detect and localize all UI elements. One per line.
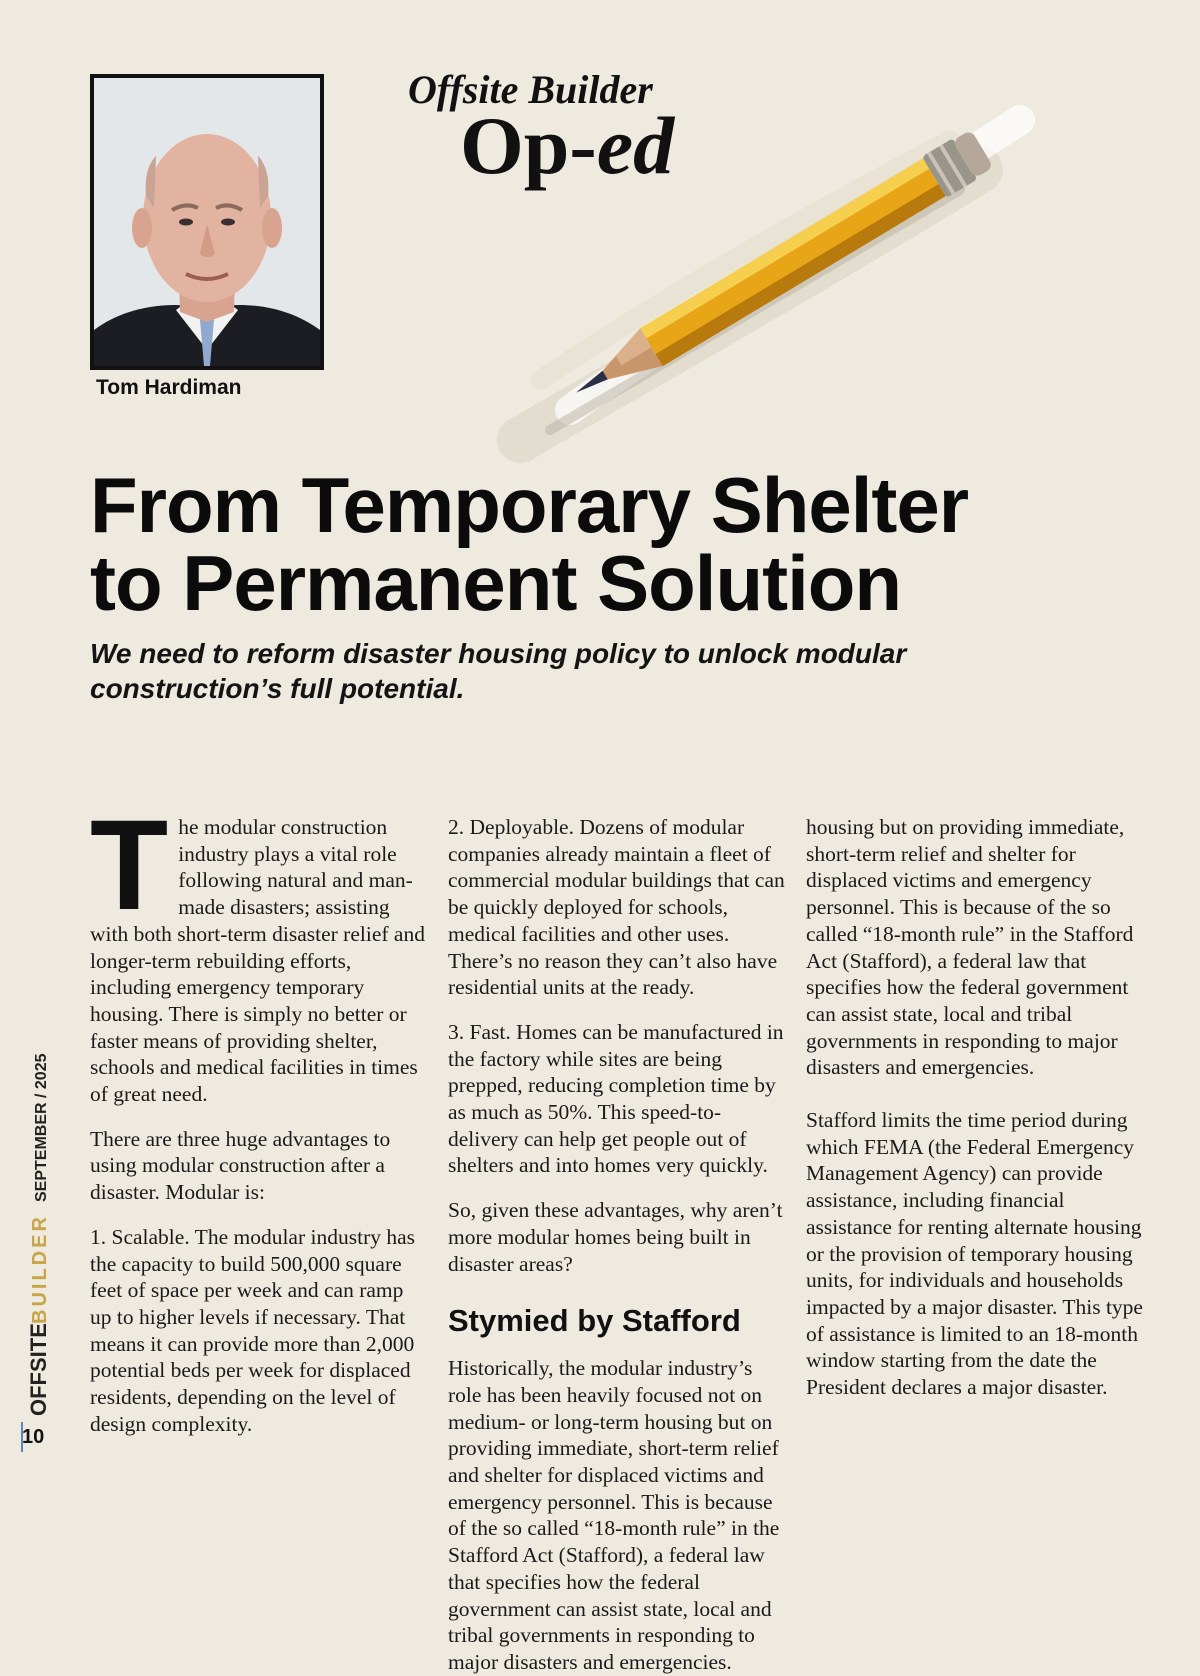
body-paragraph: There are three huge advantages to using modular construction after a disaster. Modular is: bbox=[90, 1126, 391, 1205]
body-paragraph: 2. Deployable. Dozens of modular companies already maintain a fleet of commercial modular buildings that can be quickly deployed for schools, medical facilities and other uses. There’s no reason they can’t also have residential units at the ready. bbox=[448, 815, 785, 1000]
folio-issue-date: SEPTEMBER / 2025 bbox=[33, 1053, 50, 1202]
body-paragraph: So, given these advantages, why aren’t more modular homes being built in disaster areas? bbox=[448, 1198, 783, 1276]
headline-line-2: to Permanent Solution bbox=[90, 539, 902, 627]
headline-line-1: From Temporary Shelter bbox=[90, 461, 969, 549]
body-paragraph: Stafford limits the time period during which FEMA (the Federal Emergency Management Agency) can provide assistance, including financial assistance for renting alternate housing or the provision of temporary housing units, for individuals and households impacted by a major disaster. This type of assistance is limited to an 18-month window starting from the date the President declares a major disaster. bbox=[806, 1108, 1143, 1400]
folio-brand-offsite: OFFSITE bbox=[26, 1323, 51, 1416]
article-subhead: We need to reform disaster housing policy to unlock modular construction’s full potential. bbox=[90, 638, 907, 704]
masthead-section-title-roman: Op- bbox=[460, 100, 597, 191]
article-headline bbox=[90, 461, 1150, 627]
folio-brand-builder: BUILDER bbox=[29, 1214, 51, 1324]
masthead-section-title-italic: ed bbox=[596, 100, 675, 191]
section-heading: Stymied by Stafford bbox=[448, 1303, 741, 1339]
author-name: Tom Hardiman bbox=[96, 376, 242, 399]
masthead-section-title bbox=[460, 100, 674, 192]
masthead-publication-name: Offsite Builder bbox=[408, 67, 653, 112]
body-column-2 bbox=[448, 814, 788, 1674]
paragraph-text: he modular construction industry plays a vital role following natural and man-made disasters; assisting with both short-term disaster relief and longer-term rebuilding efforts, including emergency temporary housing. There is simply no better or faster means of providing shelter, schools and medical facilities in times of great need. bbox=[90, 815, 425, 1107]
body-paragraph-continued: housing but on providing immediate, short-term relief and shelter for displaced victims and emergency personnel. This is because of the so called “18-month rule” in the Stafford Act (Stafford), a federal law that specifies how the federal government can assist state, local and tribal governments in responding to major disasters and emergencies. bbox=[806, 815, 1134, 1080]
drop-cap: T bbox=[90, 794, 169, 937]
author-photo bbox=[90, 74, 324, 370]
body-column-3 bbox=[806, 814, 1146, 1419]
body-column-1 bbox=[90, 794, 430, 1455]
body-paragraph: 1. Scalable. The modular industry has the capacity to build 500,000 square feet of space per week and can ramp up to higher levels if necessary. That means it can provide more than 2,000 potential beds per week for displaced residents, depending on the level of design complexity. bbox=[90, 1224, 416, 1436]
page-number: 10 bbox=[22, 1426, 45, 1448]
body-paragraph bbox=[90, 794, 430, 1108]
body-paragraph: 3. Fast. Homes can be manufactured in the factory while sites are being prepped, reducing completion time by as much as 50%. This speed-to-delivery can help get people out of shelters and into homes very quickly. bbox=[448, 1019, 784, 1178]
author-photo-illustration bbox=[94, 78, 320, 366]
body-paragraph: Historically, the modular industry’s role has been heavily focused not on medium- or long-term housing but on providing immediate, short-term relief and shelter for displaced victims and emergency personnel. This is because of the so called “18-month rule” in the Stafford Act (Stafford), a federal law that specifies how the federal government can assist state, local and tribal governments in responding to major disasters and emergencies. bbox=[448, 1356, 780, 1674]
page-folio bbox=[4, 1053, 64, 1482]
